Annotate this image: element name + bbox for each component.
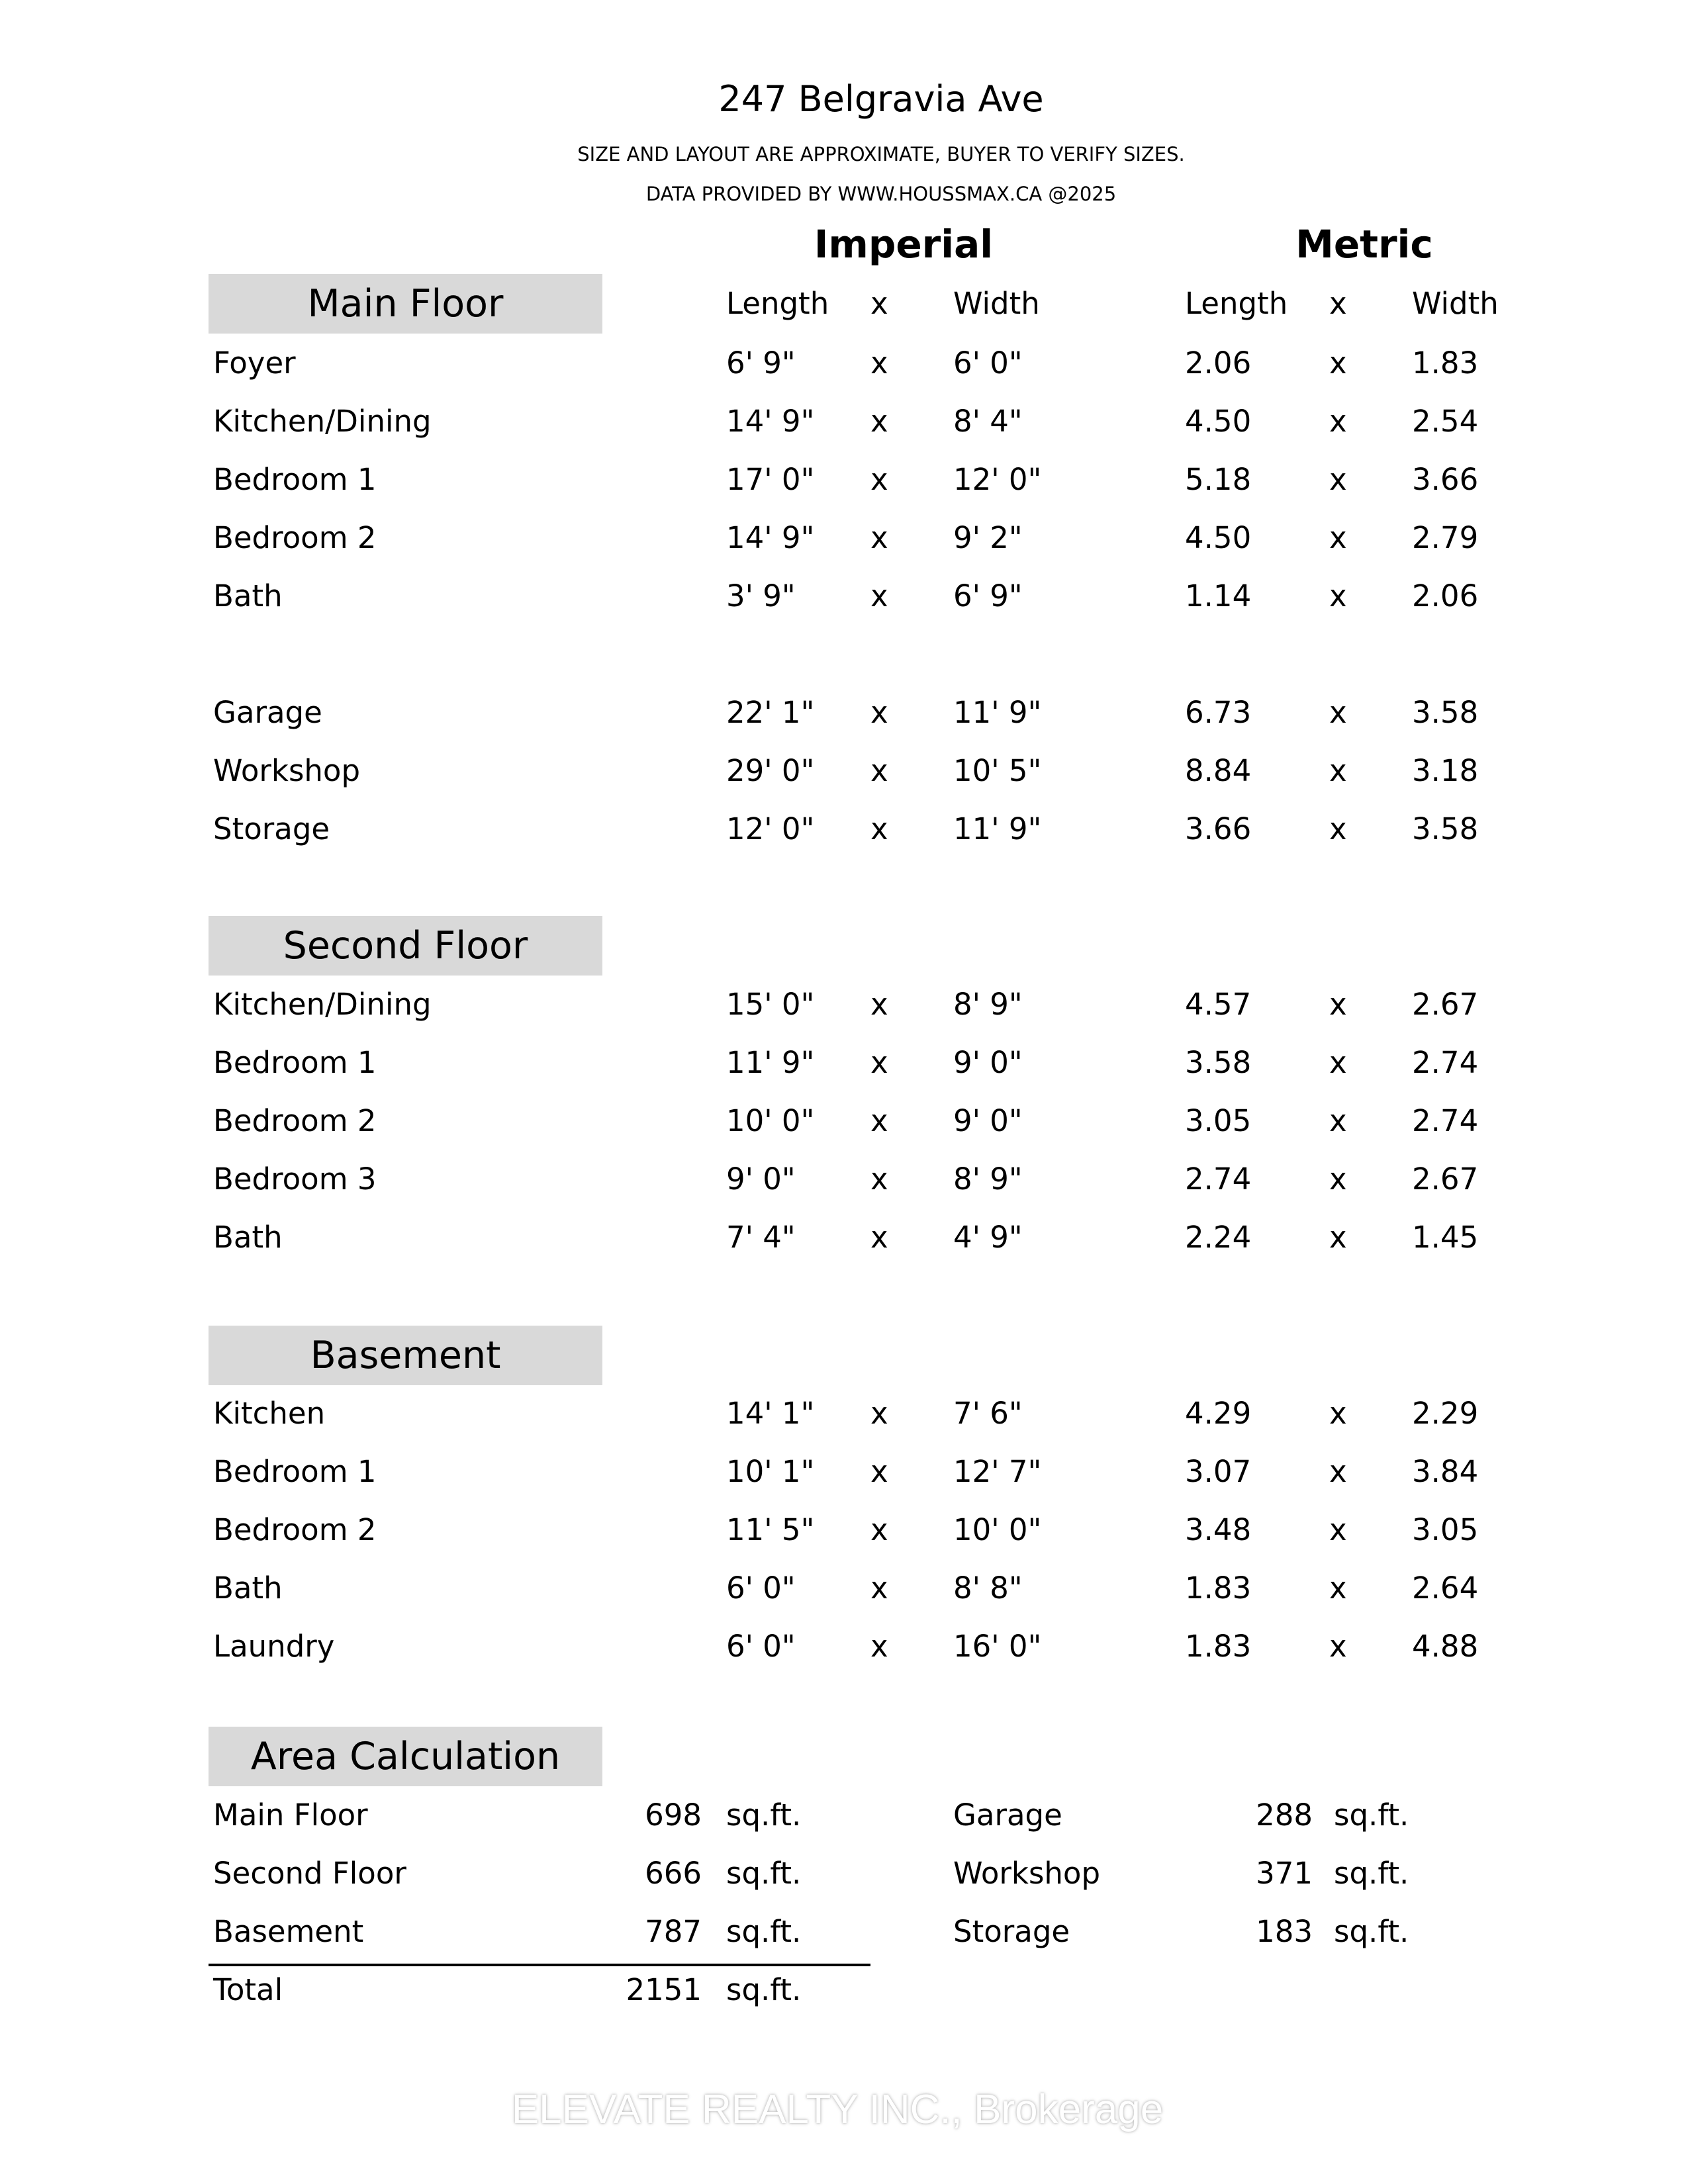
metric-width: 3.05 (1412, 1512, 1479, 1547)
metric-x: x (1329, 1570, 1347, 1606)
area-label: Total (213, 1972, 283, 2007)
room-name: Bedroom 1 (213, 1045, 377, 1080)
imperial-x: x (870, 1220, 888, 1255)
room-row (0, 1570, 1688, 1610)
metric-x: x (1329, 695, 1347, 730)
room-name: Bedroom 2 (213, 1103, 377, 1138)
area-label: Main Floor (213, 1797, 368, 1833)
room-name: Kitchen/Dining (213, 404, 432, 439)
room-row (0, 520, 1688, 560)
room-name: Storage (213, 811, 330, 846)
area-value: 288 (1256, 1797, 1313, 1833)
area-unit: sq.ft. (726, 1914, 802, 1949)
imperial-x: x (870, 811, 888, 846)
room-name: Kitchen/Dining (213, 987, 432, 1022)
area-row (0, 1914, 1688, 1954)
metric-heading: Metric (1295, 222, 1433, 267)
metric-length: 4.50 (1185, 404, 1252, 439)
metric-width: 3.58 (1412, 811, 1479, 846)
metric-x: x (1329, 578, 1347, 614)
metric-x: x (1329, 1161, 1347, 1197)
imperial-length: 11' 9" (726, 1045, 815, 1080)
room-name: Bedroom 2 (213, 520, 377, 555)
imperial-x: x (870, 987, 888, 1022)
area-calculation-heading: Area Calculation (209, 1727, 602, 1786)
room-name: Bath (213, 1570, 283, 1606)
disclaimer-note: SIZE AND LAYOUT ARE APPROXIMATE, BUYER TO VERIFY SIZES. (577, 143, 1185, 165)
imperial-x-label: x (870, 286, 888, 321)
data-source-note: DATA PROVIDED BY WWW.HOUSSMAX.CA @2025 (645, 183, 1117, 205)
room-row (0, 1629, 1688, 1668)
imperial-width: 10' 0" (953, 1512, 1042, 1547)
metric-width: 3.18 (1412, 753, 1479, 788)
room-row (0, 695, 1688, 735)
room-row (0, 1454, 1688, 1494)
imperial-width-label: Width (953, 286, 1040, 321)
metric-x: x (1329, 987, 1347, 1022)
room-name: Bath (213, 1220, 283, 1255)
area-value: 183 (1256, 1914, 1313, 1949)
room-name: Kitchen (213, 1396, 326, 1431)
imperial-x: x (870, 345, 888, 381)
room-row (0, 1045, 1688, 1085)
metric-width: 2.54 (1412, 404, 1479, 439)
area-label: Storage (953, 1914, 1070, 1949)
second-floor-heading: Second Floor (209, 916, 602, 976)
main-floor-heading: Main Floor (209, 274, 602, 334)
metric-width: 2.29 (1412, 1396, 1479, 1431)
area-label: Garage (953, 1797, 1062, 1833)
metric-length: 6.73 (1185, 695, 1252, 730)
metric-x: x (1329, 345, 1347, 381)
metric-length: 2.74 (1185, 1161, 1252, 1197)
metric-length: 1.14 (1185, 578, 1252, 614)
metric-x: x (1329, 811, 1347, 846)
metric-length: 2.06 (1185, 345, 1252, 381)
area-label: Second Floor (213, 1856, 406, 1891)
room-row (0, 1512, 1688, 1552)
metric-width: 2.79 (1412, 520, 1479, 555)
metric-width-label: Width (1412, 286, 1499, 321)
area-label: Workshop (953, 1856, 1101, 1891)
imperial-length: 6' 0" (726, 1629, 796, 1664)
area-value: 371 (1256, 1856, 1313, 1891)
imperial-x: x (870, 1454, 888, 1489)
metric-x: x (1329, 1103, 1347, 1138)
area-value: 2151 (626, 1972, 702, 2007)
metric-x: x (1329, 1454, 1347, 1489)
metric-length: 3.48 (1185, 1512, 1252, 1547)
metric-x: x (1329, 520, 1347, 555)
imperial-x: x (870, 1396, 888, 1431)
metric-width: 2.67 (1412, 1161, 1479, 1197)
metric-length-label: Length (1185, 286, 1288, 321)
metric-x: x (1329, 462, 1347, 497)
metric-width: 2.64 (1412, 1570, 1479, 1606)
imperial-length: 17' 0" (726, 462, 815, 497)
room-name: Foyer (213, 345, 296, 381)
room-row (0, 345, 1688, 385)
imperial-x: x (870, 1629, 888, 1664)
imperial-x: x (870, 1045, 888, 1080)
imperial-length: 10' 0" (726, 1103, 815, 1138)
area-label: Basement (213, 1914, 364, 1949)
room-row (0, 987, 1688, 1026)
imperial-width: 11' 9" (953, 695, 1042, 730)
room-name: Laundry (213, 1629, 335, 1664)
metric-x: x (1329, 753, 1347, 788)
metric-width: 3.66 (1412, 462, 1479, 497)
imperial-width: 11' 9" (953, 811, 1042, 846)
metric-width: 1.83 (1412, 345, 1479, 381)
metric-x: x (1329, 1396, 1347, 1431)
area-unit: sq.ft. (726, 1972, 802, 2007)
imperial-length: 11' 5" (726, 1512, 815, 1547)
imperial-length: 14' 1" (726, 1396, 815, 1431)
room-row (0, 1161, 1688, 1201)
imperial-width: 7' 6" (953, 1396, 1023, 1431)
imperial-x: x (870, 1103, 888, 1138)
room-name: Workshop (213, 753, 361, 788)
imperial-width: 8' 9" (953, 987, 1023, 1022)
area-unit: sq.ft. (1334, 1797, 1409, 1833)
area-value: 787 (645, 1914, 702, 1949)
metric-length: 1.83 (1185, 1629, 1252, 1664)
metric-length: 8.84 (1185, 753, 1252, 788)
imperial-x: x (870, 695, 888, 730)
imperial-width: 8' 8" (953, 1570, 1023, 1606)
total-divider (209, 1964, 870, 1966)
imperial-length: 14' 9" (726, 404, 815, 439)
imperial-width: 12' 7" (953, 1454, 1042, 1489)
imperial-x: x (870, 462, 888, 497)
column-subheader (0, 286, 1688, 326)
room-row (0, 578, 1688, 618)
room-row (0, 404, 1688, 443)
imperial-length: 10' 1" (726, 1454, 815, 1489)
metric-length: 2.24 (1185, 1220, 1252, 1255)
metric-length: 5.18 (1185, 462, 1252, 497)
imperial-width: 8' 9" (953, 1161, 1023, 1197)
imperial-width: 9' 2" (953, 520, 1023, 555)
area-unit: sq.ft. (1334, 1856, 1409, 1891)
metric-x: x (1329, 1045, 1347, 1080)
imperial-length: 9' 0" (726, 1161, 796, 1197)
metric-x: x (1329, 1512, 1347, 1547)
metric-x-label: x (1329, 286, 1347, 321)
room-name: Garage (213, 695, 322, 730)
metric-length: 3.66 (1185, 811, 1252, 846)
imperial-length: 7' 4" (726, 1220, 796, 1255)
imperial-x: x (870, 753, 888, 788)
area-total-row (0, 1972, 1688, 2012)
metric-x: x (1329, 404, 1347, 439)
area-row (0, 1797, 1688, 1837)
area-unit: sq.ft. (726, 1856, 802, 1891)
area-value: 698 (645, 1797, 702, 1833)
metric-length: 4.50 (1185, 520, 1252, 555)
imperial-x: x (870, 1161, 888, 1197)
metric-length: 4.29 (1185, 1396, 1252, 1431)
area-value: 666 (645, 1856, 702, 1891)
room-row (0, 811, 1688, 851)
imperial-x: x (870, 404, 888, 439)
imperial-length: 14' 9" (726, 520, 815, 555)
metric-length: 3.07 (1185, 1454, 1252, 1489)
metric-length: 3.58 (1185, 1045, 1252, 1080)
imperial-length: 6' 0" (726, 1570, 796, 1606)
room-row (0, 1103, 1688, 1143)
imperial-length-label: Length (726, 286, 829, 321)
room-name: Bedroom 1 (213, 462, 377, 497)
imperial-length: 15' 0" (726, 987, 815, 1022)
imperial-heading: Imperial (814, 222, 994, 267)
metric-width: 2.67 (1412, 987, 1479, 1022)
room-row (0, 1396, 1688, 1435)
imperial-width: 6' 9" (953, 578, 1023, 614)
area-row (0, 1856, 1688, 1895)
metric-width: 3.84 (1412, 1454, 1479, 1489)
metric-width: 2.74 (1412, 1045, 1479, 1080)
metric-width: 3.58 (1412, 695, 1479, 730)
imperial-x: x (870, 520, 888, 555)
imperial-length: 6' 9" (726, 345, 796, 381)
room-name: Bath (213, 578, 283, 614)
room-row (0, 1220, 1688, 1259)
room-name: Bedroom 3 (213, 1161, 377, 1197)
imperial-width: 9' 0" (953, 1045, 1023, 1080)
room-name: Bedroom 2 (213, 1512, 377, 1547)
metric-x: x (1329, 1629, 1347, 1664)
brokerage-watermark: ELEVATE REALTY INC., Brokerage (511, 2087, 1164, 2132)
imperial-x: x (870, 578, 888, 614)
imperial-length: 3' 9" (726, 578, 796, 614)
metric-width: 2.74 (1412, 1103, 1479, 1138)
imperial-length: 22' 1" (726, 695, 815, 730)
area-unit: sq.ft. (726, 1797, 802, 1833)
area-unit: sq.ft. (1334, 1914, 1409, 1949)
imperial-width: 9' 0" (953, 1103, 1023, 1138)
metric-length: 4.57 (1185, 987, 1252, 1022)
metric-x: x (1329, 1220, 1347, 1255)
metric-width: 2.06 (1412, 578, 1479, 614)
imperial-width: 8' 4" (953, 404, 1023, 439)
room-name: Bedroom 1 (213, 1454, 377, 1489)
imperial-width: 16' 0" (953, 1629, 1042, 1664)
metric-width: 1.45 (1412, 1220, 1479, 1255)
basement-heading: Basement (209, 1326, 602, 1385)
imperial-width: 10' 5" (953, 753, 1042, 788)
metric-length: 1.83 (1185, 1570, 1252, 1606)
imperial-width: 4' 9" (953, 1220, 1023, 1255)
room-row (0, 753, 1688, 793)
imperial-width: 6' 0" (953, 345, 1023, 381)
imperial-x: x (870, 1512, 888, 1547)
imperial-length: 29' 0" (726, 753, 815, 788)
room-row (0, 462, 1688, 502)
metric-width: 4.88 (1412, 1629, 1479, 1664)
imperial-x: x (870, 1570, 888, 1606)
imperial-length: 12' 0" (726, 811, 815, 846)
imperial-width: 12' 0" (953, 462, 1042, 497)
metric-length: 3.05 (1185, 1103, 1252, 1138)
page-title: 247 Belgravia Ave (718, 78, 1044, 120)
